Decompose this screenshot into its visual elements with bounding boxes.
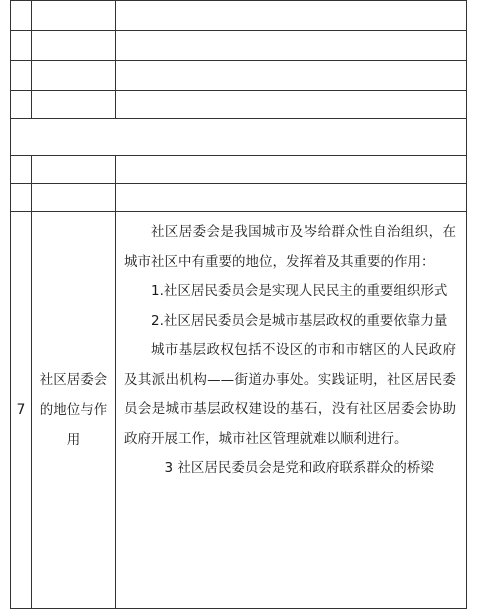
table-cell — [11, 1, 32, 31]
row-content — [116, 212, 467, 609]
table-cell — [11, 156, 32, 184]
table-row — [11, 156, 467, 184]
paragraph: 社区居委会是我国城市及岑给群众性自治组织，在城市社区中有重要的地位，发挥着及其重要的作用： — [124, 224, 456, 270]
table-cell — [32, 61, 116, 91]
table-row — [11, 91, 467, 119]
table-row — [11, 212, 467, 609]
table-cell — [116, 156, 467, 184]
table-cell — [116, 91, 467, 119]
table-row — [11, 61, 467, 91]
paragraph: 1.社区居民委员会是实现人民民主的重要组织形式 — [151, 283, 448, 299]
table-cell — [11, 119, 467, 156]
table-cell — [32, 156, 116, 184]
table-cell — [32, 184, 116, 212]
content-table — [10, 0, 467, 609]
table-cell — [11, 184, 32, 212]
table-row — [11, 1, 467, 31]
table-cell — [32, 91, 116, 119]
table-cell — [116, 184, 467, 212]
table-cell — [11, 61, 32, 91]
table-cell — [11, 31, 32, 61]
row-title: 社区居委会的地位与作用 — [32, 212, 116, 609]
table-row — [11, 31, 467, 61]
table-cell — [32, 31, 116, 61]
paragraph: 2.社区居民委员会是城市基层政权的重要依靠力量 — [151, 312, 448, 329]
table-cell — [116, 31, 467, 61]
table-cell — [32, 1, 116, 31]
table-row — [11, 184, 467, 212]
paragraph: 城市基层政权包括不设区的市和市辖区的人民政府及其派出机构——街道办事处。实践证明，社区居民委员会是城市基层政权建设的基石，没有社区居委会协助政府开展工作，城市社区管理就难以顺利进行。 — [124, 342, 456, 447]
table-row — [11, 119, 467, 156]
table-cell — [116, 61, 467, 91]
row-number: 7 — [11, 212, 32, 609]
table-cell — [11, 91, 32, 119]
paragraph: 3 社区居民委员会是党和政府联系群众的桥梁 — [164, 460, 434, 476]
table-cell — [116, 1, 467, 31]
